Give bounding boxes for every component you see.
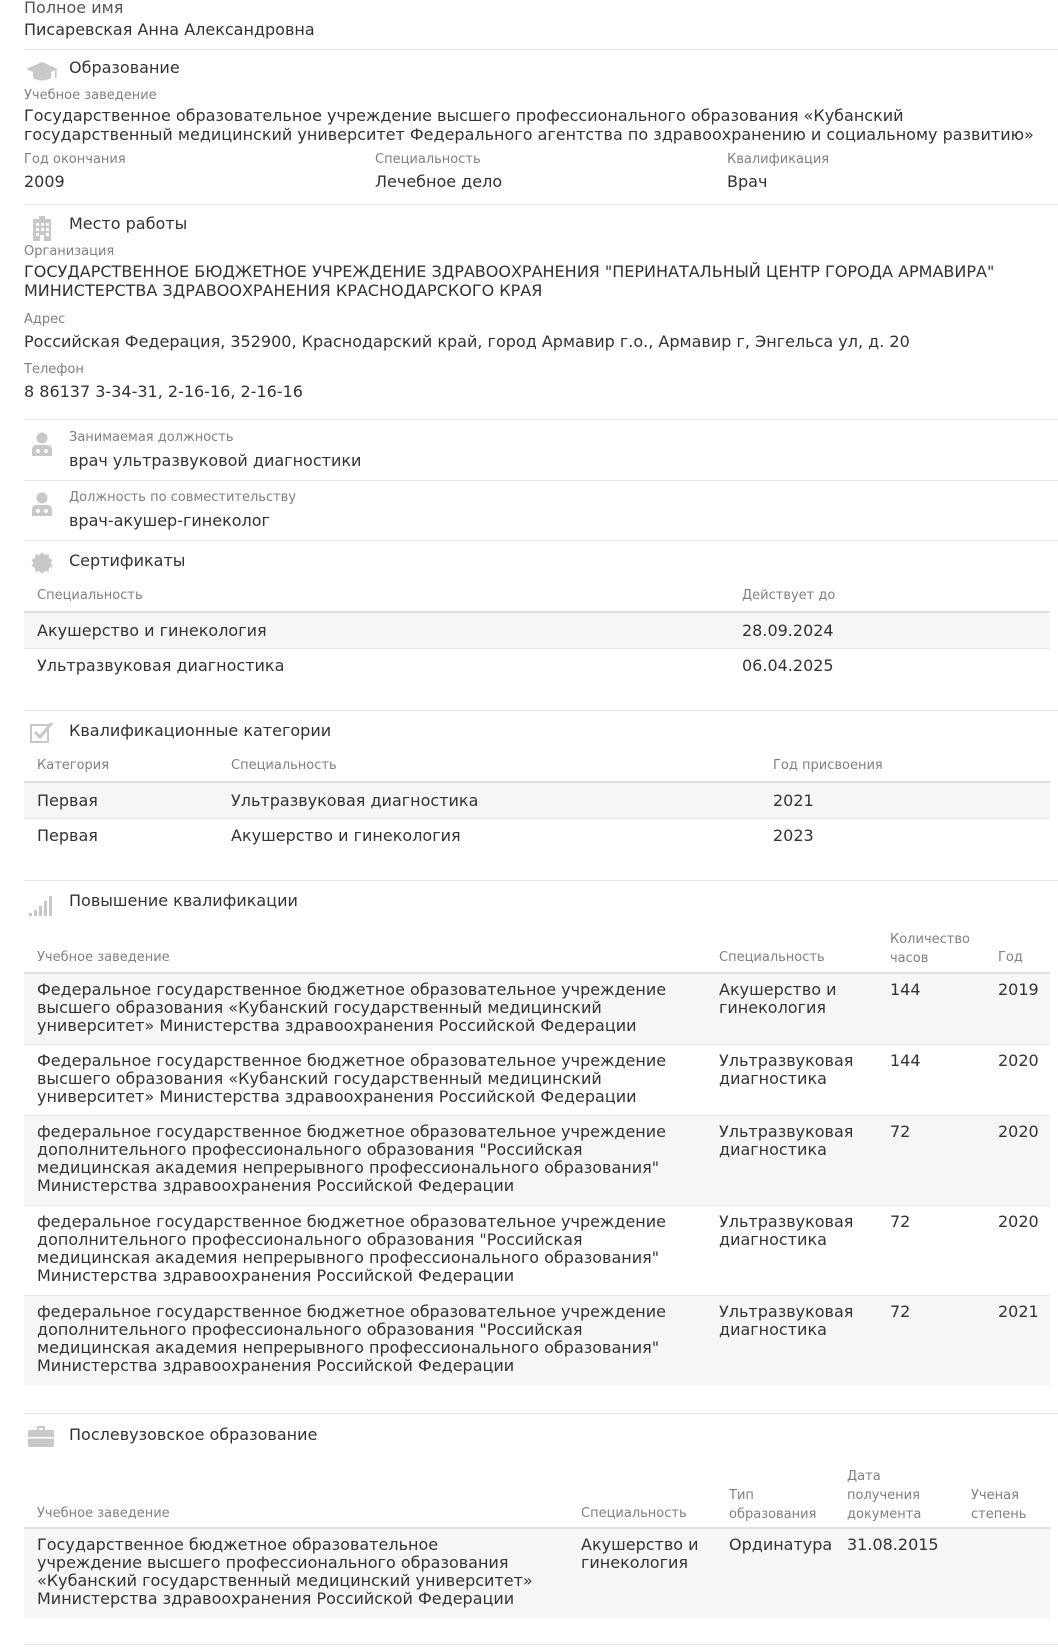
workplace-org: ГОСУДАРСТВЕННОЕ БЮДЖЕТНОЕ УЧРЕЖДЕНИЕ ЗДРАВООХРАНЕНИЯ "ПЕРИНАТАЛЬНЫЙ ЦЕНТР ГОРОДА АРМАВИРА" МИНИСТЕРСТВА ЗДРАВООХРАНЕНИЯ КРАСНОДАРСКОГО КРАЯ bbox=[24, 262, 995, 300]
education-qualification: Врач bbox=[727, 172, 768, 191]
postgrad-specialty: Акушерство и гинекология bbox=[581, 1535, 699, 1572]
training-hours: 144 bbox=[890, 980, 921, 999]
categories-header-specialty: Специальность bbox=[231, 758, 337, 773]
divider bbox=[24, 419, 1058, 420]
postgrad-date: 31.08.2015 bbox=[847, 1535, 939, 1554]
postgrad-institution: Государственное бюджетное образовательное учреждение высшего профессионального образования «Кубанский государственный медицинский университет» Министерства здравоохранения Российской Федерации bbox=[37, 1535, 533, 1608]
training-specialty: Ультразвуковая диагностика bbox=[719, 1302, 854, 1339]
education-institution: Государственное образовательное учреждение высшего профессионального образования «Кубанский государственный медицинский университет Федерального агентства по здравоохранению и социальному развитию» bbox=[24, 106, 1034, 144]
education-qualification-label: Квалификация bbox=[727, 152, 830, 167]
table-row bbox=[24, 783, 1050, 819]
training-hours: 72 bbox=[890, 1302, 911, 1321]
workplace-address-label: Адрес bbox=[24, 312, 66, 327]
training-institution: федеральное государственное бюджетное образовательное учреждение дополнительного профессионального образования "Российская медицинская академия непрерывного профессионального образования" Министерства здравоохранения Российской Федерации bbox=[37, 1122, 666, 1195]
training-institution: федеральное государственное бюджетное образовательное учреждение дополнительного профессионального образования "Российская медицинская академия непрерывного профессионального образования" Министерства здравоохранения Российской Федерации bbox=[37, 1302, 666, 1375]
postgrad-header-institution: Учебное заведение bbox=[37, 1506, 170, 1521]
training-year: 2021 bbox=[998, 1302, 1039, 1321]
training-specialty: Ультразвуковая диагностика bbox=[719, 1212, 854, 1249]
training-year: 2019 bbox=[998, 980, 1039, 999]
building-icon bbox=[32, 216, 52, 242]
education-specialty: Лечебное дело bbox=[375, 172, 503, 191]
training-year: 2020 bbox=[998, 1051, 1039, 1070]
postgrad-header-type: Тип образования bbox=[729, 1488, 817, 1522]
table-row bbox=[24, 974, 1050, 1045]
signal-bars-icon bbox=[29, 894, 57, 916]
table-row bbox=[24, 1045, 1050, 1116]
training-header-institution: Учебное заведение bbox=[37, 950, 170, 965]
training-hours: 144 bbox=[890, 1051, 921, 1070]
categories-title: Квалификационные категории bbox=[69, 721, 332, 740]
postgraduate-table-header bbox=[24, 1460, 1050, 1529]
cert-specialty: Акушерство и гинекология bbox=[37, 621, 267, 640]
postgrad-header-degree: Ученая степень bbox=[971, 1488, 1027, 1522]
divider bbox=[24, 1644, 1058, 1645]
training-hours: 72 bbox=[890, 1212, 911, 1231]
training-institution: Федеральное государственное бюджетное образовательное учреждение высшего образования «Кубанский государственный медицинский университет» Министерства здравоохранения Российской Федерации bbox=[37, 980, 667, 1035]
category-name: Первая bbox=[37, 826, 98, 845]
category-specialty: Ультразвуковая диагностика bbox=[231, 791, 479, 810]
certificates-table-header bbox=[24, 583, 1050, 613]
full-name-label: Полное имя bbox=[24, 0, 124, 17]
postgrad-type: Ординатура bbox=[729, 1535, 833, 1554]
category-specialty: Акушерство и гинекология bbox=[231, 826, 461, 845]
divider bbox=[24, 480, 1058, 481]
education-title: Образование bbox=[69, 58, 180, 77]
training-header-hours: Количество часов bbox=[890, 932, 970, 966]
categories-header-category: Категория bbox=[37, 758, 110, 773]
table-row bbox=[24, 613, 1050, 649]
training-specialty: Ультразвуковая диагностика bbox=[719, 1051, 854, 1088]
table-row bbox=[24, 819, 1050, 853]
divider bbox=[24, 710, 1058, 711]
cert-valid-until: 06.04.2025 bbox=[742, 656, 834, 675]
checkbox-checked-icon bbox=[30, 721, 54, 743]
certificates-header-specialty: Специальность bbox=[37, 588, 143, 603]
table-row bbox=[24, 1116, 1050, 1206]
doctor-icon bbox=[31, 492, 53, 516]
training-year: 2020 bbox=[998, 1212, 1039, 1231]
table-row bbox=[24, 1206, 1050, 1296]
certificate-seal-icon bbox=[31, 552, 53, 574]
full-name-value: Писаревская Анна Александровна bbox=[24, 20, 315, 39]
education-specialty-label: Специальность bbox=[375, 152, 481, 167]
postgrad-header-specialty: Специальность bbox=[581, 1506, 687, 1521]
education-institution-label: Учебное заведение bbox=[24, 88, 157, 103]
training-year: 2020 bbox=[998, 1122, 1039, 1141]
workplace-org-label: Организация bbox=[24, 244, 115, 259]
category-year: 2021 bbox=[773, 791, 814, 810]
divider bbox=[24, 1413, 1058, 1414]
category-name: Первая bbox=[37, 791, 98, 810]
training-institution: федеральное государственное бюджетное образовательное учреждение дополнительного профессионального образования "Российская медицинская академия непрерывного профессионального образования" Министерства здравоохранения Российской Федерации bbox=[37, 1212, 666, 1285]
education-year-label: Год окончания bbox=[24, 152, 126, 167]
category-year: 2023 bbox=[773, 826, 814, 845]
divider bbox=[24, 540, 1058, 541]
workplace-title: Место работы bbox=[69, 214, 188, 233]
divider bbox=[24, 49, 1058, 50]
table-row bbox=[24, 649, 1050, 683]
categories-header-year: Год присвоения bbox=[773, 758, 883, 773]
doctor-icon bbox=[31, 432, 53, 456]
table-row bbox=[24, 1296, 1050, 1385]
advanced-training-title: Повышение квалификации bbox=[69, 891, 298, 910]
divider bbox=[24, 204, 1058, 205]
postgrad-header-date: Дата получения документа bbox=[847, 1469, 922, 1522]
position-value: врач ультразвуковой диагностики bbox=[69, 451, 362, 470]
training-specialty: Акушерство и гинекология bbox=[719, 980, 837, 1017]
divider bbox=[24, 880, 1058, 881]
secondary-position-value: врач-акушер-гинеколог bbox=[69, 511, 270, 530]
table-row bbox=[24, 1529, 1050, 1618]
certificates-header-valid-until: Действует до bbox=[742, 588, 836, 603]
certificates-title: Сертификаты bbox=[69, 551, 186, 570]
briefcase-icon bbox=[28, 1425, 54, 1447]
training-header-specialty: Специальность bbox=[719, 950, 825, 965]
workplace-address: Российская Федерация, 352900, Краснодарский край, город Армавир г.о., Армавир г, Энгельса ул, д. 20 bbox=[24, 332, 910, 351]
workplace-phone-label: Телефон bbox=[24, 362, 84, 377]
categories-table-header bbox=[24, 753, 1050, 783]
graduation-cap-icon bbox=[25, 60, 59, 82]
training-hours: 72 bbox=[890, 1122, 911, 1141]
training-header-year: Год bbox=[998, 950, 1023, 965]
secondary-position-label: Должность по совместительству bbox=[69, 490, 297, 505]
cert-valid-until: 28.09.2024 bbox=[742, 621, 834, 640]
postgraduate-title: Послевузовское образование bbox=[69, 1425, 318, 1444]
education-year: 2009 bbox=[24, 172, 65, 191]
training-table-header bbox=[24, 925, 1050, 974]
training-institution: Федеральное государственное бюджетное образовательное учреждение высшего образования «Кубанский государственный медицинский университет» Министерства здравоохранения Российской Федерации bbox=[37, 1051, 667, 1106]
position-label: Занимаемая должность bbox=[69, 430, 234, 445]
workplace-phone: 8 86137 3-34-31, 2-16-16, 2-16-16 bbox=[24, 382, 303, 401]
training-specialty: Ультразвуковая диагностика bbox=[719, 1122, 854, 1159]
cert-specialty: Ультразвуковая диагностика bbox=[37, 656, 285, 675]
